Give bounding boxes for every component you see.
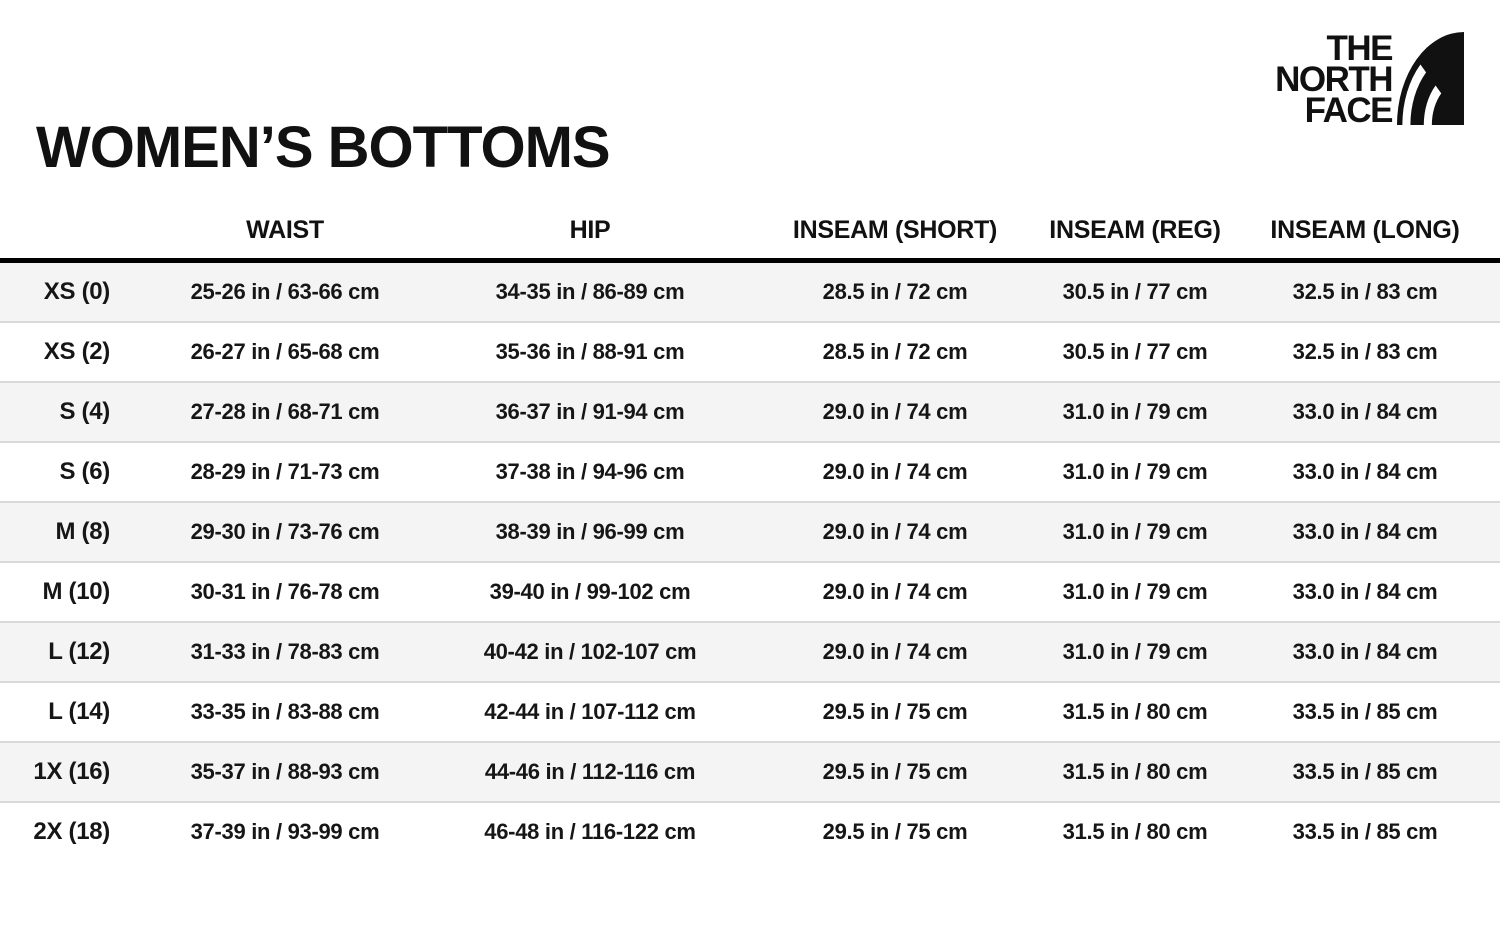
hip-cell: 46-48 in / 116-122 cm xyxy=(484,819,696,844)
size-cell: L (14) xyxy=(48,698,110,725)
north-face-logo-text xyxy=(1275,29,1392,130)
size-cell: S (4) xyxy=(59,398,110,425)
table-body xyxy=(0,263,1500,861)
inseam-short-cell: 29.5 in / 75 cm xyxy=(822,699,968,724)
inseam-short-cell: 29.0 in / 74 cm xyxy=(822,519,968,544)
hip-column-header: HIP xyxy=(569,216,611,244)
waist-cell: 37-39 in / 93-99 cm xyxy=(190,819,380,844)
size-cell: L (12) xyxy=(48,638,110,665)
inseam-short-cell: 29.0 in / 74 cm xyxy=(822,639,968,664)
inseam-reg-cell: 31.5 in / 80 cm xyxy=(1062,819,1208,844)
size-chart-table xyxy=(0,203,1500,861)
inseam-long-cell: 33.0 in / 84 cm xyxy=(1292,399,1438,424)
table-row xyxy=(0,381,1500,441)
table-row xyxy=(0,801,1500,861)
hip-cell: 40-42 in / 102-107 cm xyxy=(483,639,697,664)
waist-cell: 26-27 in / 65-68 cm xyxy=(190,339,380,364)
table-header-row xyxy=(0,203,1500,258)
inseam-reg-cell: 31.0 in / 79 cm xyxy=(1062,579,1208,604)
waist-cell: 25-26 in / 63-66 cm xyxy=(190,279,380,304)
north-face-logo xyxy=(1275,29,1464,130)
waist-cell: 28-29 in / 71-73 cm xyxy=(190,459,380,484)
inseam-long-cell: 33.5 in / 85 cm xyxy=(1292,699,1438,724)
waist-cell: 31-33 in / 78-83 cm xyxy=(190,639,380,664)
size-cell: S (6) xyxy=(59,458,110,485)
inseam-long-cell: 33.0 in / 84 cm xyxy=(1292,459,1438,484)
inseam-reg-column-header: INSEAM (REG) xyxy=(1049,216,1221,244)
inseam-short-cell: 28.5 in / 72 cm xyxy=(822,279,968,304)
inseam-reg-cell: 31.5 in / 80 cm xyxy=(1062,699,1208,724)
page-title: WOMEN’S BOTTOMS xyxy=(36,114,610,180)
hip-cell: 38-39 in / 96-99 cm xyxy=(495,519,685,544)
inseam-short-cell: 29.0 in / 74 cm xyxy=(822,579,968,604)
half-dome-icon xyxy=(1397,32,1464,125)
waist-cell: 29-30 in / 73-76 cm xyxy=(190,519,380,544)
inseam-reg-cell: 30.5 in / 77 cm xyxy=(1062,279,1208,304)
inseam-long-cell: 33.5 in / 85 cm xyxy=(1292,819,1438,844)
inseam-short-cell: 29.0 in / 74 cm xyxy=(822,459,968,484)
inseam-reg-cell: 31.0 in / 79 cm xyxy=(1062,519,1208,544)
inseam-reg-cell: 31.0 in / 79 cm xyxy=(1062,639,1208,664)
table-row xyxy=(0,681,1500,741)
size-cell: XS (0) xyxy=(43,278,110,305)
inseam-short-cell: 29.5 in / 75 cm xyxy=(822,759,968,784)
inseam-reg-cell: 30.5 in / 77 cm xyxy=(1062,339,1208,364)
size-cell: 1X (16) xyxy=(33,758,110,785)
inseam-reg-cell: 31.5 in / 80 cm xyxy=(1062,759,1208,784)
inseam-long-cell: 32.5 in / 83 cm xyxy=(1292,279,1438,304)
inseam-reg-cell: 31.0 in / 79 cm xyxy=(1062,399,1208,424)
hip-cell: 37-38 in / 94-96 cm xyxy=(495,459,685,484)
inseam-short-cell: 29.5 in / 75 cm xyxy=(822,819,968,844)
hip-cell: 39-40 in / 99-102 cm xyxy=(489,579,691,604)
hip-cell: 36-37 in / 91-94 cm xyxy=(495,399,685,424)
table-row xyxy=(0,561,1500,621)
inseam-short-column-header: INSEAM (SHORT) xyxy=(792,216,998,244)
logo-line-the: THE xyxy=(1326,29,1392,68)
inseam-reg-cell: 31.0 in / 79 cm xyxy=(1062,459,1208,484)
hip-cell: 35-36 in / 88-91 cm xyxy=(495,339,685,364)
inseam-long-cell: 33.0 in / 84 cm xyxy=(1292,519,1438,544)
inseam-short-cell: 29.0 in / 74 cm xyxy=(822,399,968,424)
table-row xyxy=(0,263,1500,321)
waist-cell: 30-31 in / 76-78 cm xyxy=(190,579,380,604)
hip-cell: 44-46 in / 112-116 cm xyxy=(484,759,696,784)
waist-cell: 27-28 in / 68-71 cm xyxy=(190,399,380,424)
inseam-short-cell: 28.5 in / 72 cm xyxy=(822,339,968,364)
table-row xyxy=(0,321,1500,381)
inseam-long-cell: 33.0 in / 84 cm xyxy=(1292,579,1438,604)
size-cell: XS (2) xyxy=(43,338,110,365)
table-row xyxy=(0,501,1500,561)
inseam-long-cell: 33.5 in / 85 cm xyxy=(1292,759,1438,784)
logo-line-north: NORTH xyxy=(1275,60,1392,99)
table-row xyxy=(0,741,1500,801)
inseam-long-column-header: INSEAM (LONG) xyxy=(1270,216,1460,244)
inseam-long-cell: 33.0 in / 84 cm xyxy=(1292,639,1438,664)
table-row xyxy=(0,441,1500,501)
size-cell: M (10) xyxy=(42,578,110,605)
waist-cell: 35-37 in / 88-93 cm xyxy=(190,759,380,784)
table-row xyxy=(0,621,1500,681)
hip-cell: 42-44 in / 107-112 cm xyxy=(484,699,696,724)
waist-cell: 33-35 in / 83-88 cm xyxy=(190,699,380,724)
waist-column-header: WAIST xyxy=(246,216,324,244)
size-cell: 2X (18) xyxy=(33,818,110,845)
inseam-long-cell: 32.5 in / 83 cm xyxy=(1292,339,1438,364)
hip-cell: 34-35 in / 86-89 cm xyxy=(495,279,685,304)
size-cell: M (8) xyxy=(55,518,110,545)
logo-line-face: FACE xyxy=(1304,91,1392,130)
